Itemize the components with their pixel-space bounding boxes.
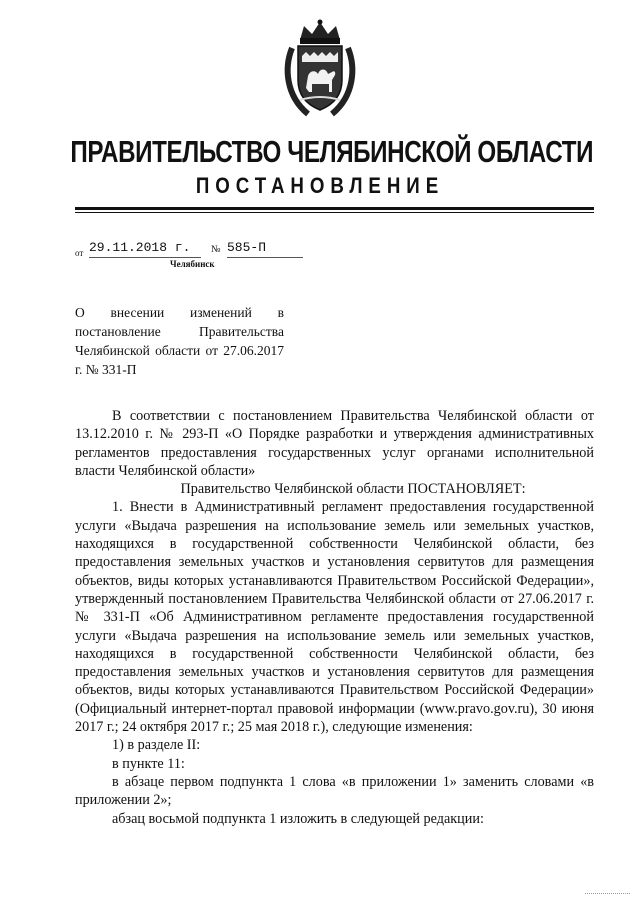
scan-artifact <box>585 893 630 895</box>
body-paragraph: в абзаце первом подпункта 1 слова «в приложении 1» заменить словами «в приложении 2»; <box>75 773 594 809</box>
number-label: № <box>211 244 221 255</box>
document-number: 585-П <box>227 240 303 258</box>
document-body <box>75 407 594 828</box>
body-paragraph: в пункте 11: <box>112 755 185 772</box>
coat-of-arms-emblem <box>282 18 358 118</box>
body-paragraph: абзац восьмой подпункта 1 изложить в следующей редакции: <box>112 810 484 827</box>
document-subject: О внесении изменений в постановление Правительства Челябинской области от 27.06.2017 г. № 331-П <box>75 305 284 377</box>
date-label: от <box>75 248 84 258</box>
document-date: 29.11.2018 г. <box>89 240 201 258</box>
header-rule-thin <box>75 212 594 213</box>
document-type-title: ПОСТАНОВЛЕНИЕ <box>195 173 445 198</box>
coat-of-arms-icon <box>282 18 358 118</box>
city-name: Челябинск <box>170 259 215 269</box>
resolution-clause: Правительство Челябинской области ПОСТАНОВЛЯЕТ: <box>180 481 526 498</box>
body-paragraph: В соответствии с постановлением Правительства Челябинской области от 13.12.2010 г. № 293-П «О Порядке разработки и утверждения административных регламентов предоставления государственных услуг органами исполнительной власти Челябинской области» <box>75 408 594 479</box>
body-paragraph: 1. Внести в Административный регламент предоставления государственной услуги «Выдача разрешения на использование земель или земельных участков, находящихся в государственной собственности Челябинской области, без предоставления земельных участков и установления сервитутов для размещения объектов, виды которых устанавливаются Правительством Российской Федерации», утвержденный постановлением Правительства Челябинской области от 27.06.2017 г. № 331-П «Об Административном регламенте предоставления государственной услуги «Выдача разрешения на использование земель или земельных участков, находящихся в государственной собственности Челябинской области, без предоставления земельных участков и установления сервитутов для размещения объектов, виды которых устанавливаются Правительством Российской Федерации» (Официальный интернет-портал правовой информации (www.pravo.gov.ru), 30 июня 2017 г.; 24 октября 2017 г.; 25 мая 2018 г.), следующие изменения: <box>75 499 594 736</box>
government-title: ПРАВИТЕЛЬСТВО ЧЕЛЯБИНСКОЙ ОБЛАСТИ <box>70 134 594 169</box>
header-rule-thick <box>75 207 594 210</box>
body-paragraph: 1) в разделе II: <box>112 737 201 754</box>
